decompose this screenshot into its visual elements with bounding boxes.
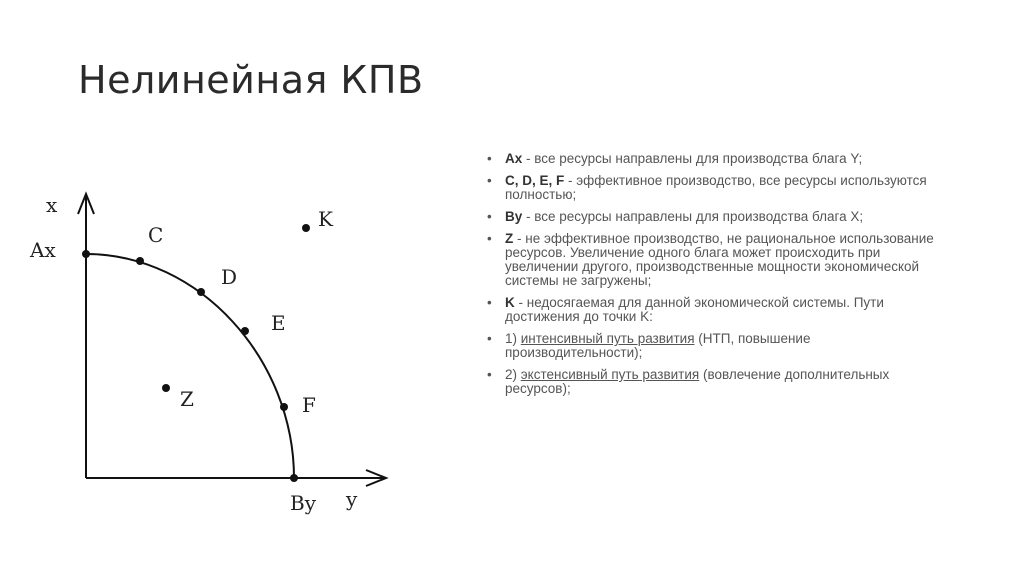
point-k [302, 224, 310, 232]
point-k-label: K [318, 207, 333, 231]
point-d [197, 288, 205, 296]
extensive-path-link[interactable]: экстенсивный путь развития [520, 367, 700, 382]
bullet-text: - эффективное производство, все ресурсы используются полностью; [505, 173, 927, 202]
point-d-label: D [221, 265, 238, 289]
intercept-y-label: By [290, 491, 316, 515]
point-e [241, 327, 249, 335]
point-z-label: Z [180, 387, 194, 411]
ppf-diagram [0, 150, 440, 574]
bullet-text: - все ресурсы направлены для производства блага X; [522, 209, 864, 224]
bullet-text: (НТП, повышение производительности); [505, 331, 811, 360]
point-f [280, 403, 288, 411]
bullet-text: - недосягаемая для данной экономической системы. Пути достижения до точки K: [505, 295, 884, 324]
list-item [487, 332, 947, 360]
bullet-key: Z [505, 231, 514, 246]
list-item [487, 232, 947, 288]
x-axis-label: x [46, 193, 58, 217]
bullet-prefix: 2) [505, 367, 521, 382]
ppf-curve [86, 254, 294, 478]
bullet-text: - не эффективное производство, не рациональное использование ресурсов. Увеличение одного блага может происходить при увеличении другого, производственные мощности экономической системы не загружены; [505, 231, 934, 288]
bullet-key: Ax [505, 151, 523, 166]
point-c [136, 257, 144, 265]
point-by [290, 474, 298, 482]
bullet-key: C, D, E, F [505, 173, 565, 188]
intercept-x-label: Ax [30, 238, 56, 262]
explanation-list [487, 152, 947, 404]
bullet-key: K [505, 295, 515, 310]
point-e-label: E [271, 311, 286, 335]
bullet-key: By [505, 209, 523, 224]
bullet-text: (вовлечение дополнительных ресурсов); [505, 367, 890, 396]
bullet-prefix: 1) [505, 331, 521, 346]
list-item [487, 210, 947, 224]
list-item [487, 368, 947, 396]
list-item [487, 174, 947, 202]
list-item [487, 152, 947, 166]
y-axis-label: y [346, 487, 358, 511]
point-z [162, 384, 170, 392]
intensive-path-link[interactable]: интенсивный путь развития [520, 331, 695, 346]
list-item [487, 296, 947, 324]
bullet-text: - все ресурсы направлены для производства блага Y; [522, 151, 863, 166]
point-c-label: C [148, 223, 164, 247]
page-title: Нелинейная КПВ [78, 58, 424, 102]
point-ax [82, 250, 90, 258]
point-f-label: F [302, 393, 316, 417]
